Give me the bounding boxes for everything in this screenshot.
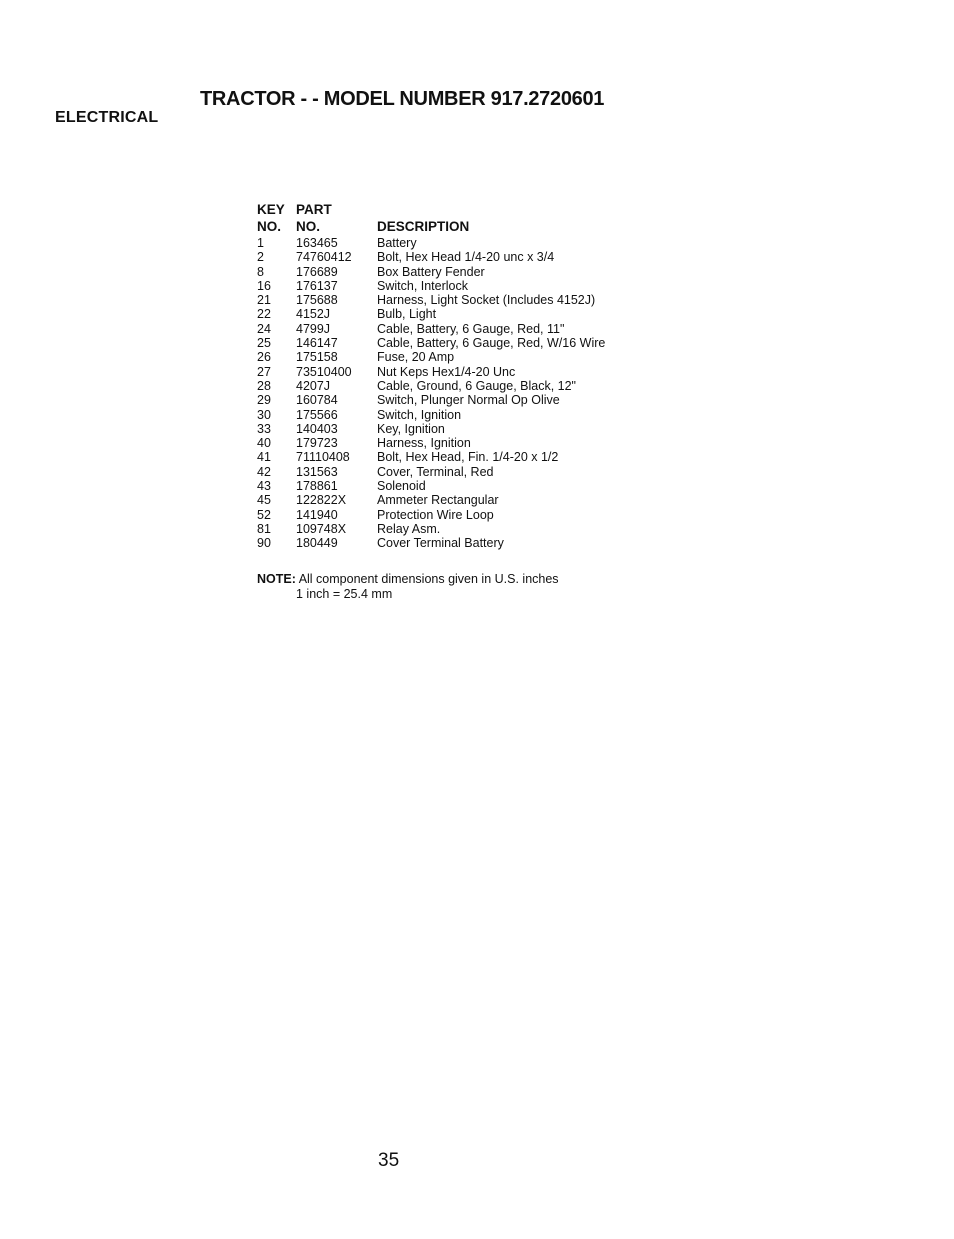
key-cell: 28 — [257, 378, 271, 393]
part-number-cell: 175688 — [296, 293, 338, 308]
key-cell: 45 — [257, 493, 271, 508]
part-number-cell: 163465 — [296, 236, 338, 250]
key-cell: 41 — [257, 450, 271, 465]
description-cell: Relay Asm. — [377, 521, 441, 536]
key-cell: 52 — [257, 507, 271, 522]
part-number-cell: 73510400 — [296, 364, 352, 379]
part-number-cell: 146147 — [296, 336, 338, 351]
part-number-cell: 122822X — [296, 493, 347, 508]
part-number-cell: 178861 — [296, 479, 338, 494]
key-cell: 81 — [257, 521, 271, 536]
description-cell: Cable, Battery, 6 Gauge, Red, W/16 Wire — [377, 336, 606, 351]
key-cell: 2 — [257, 250, 264, 265]
key-cell: 8 — [257, 264, 264, 279]
description-cell: Bolt, Hex Head 1/4-20 unc x 3/4 — [377, 250, 555, 265]
description-cell: Fuse, 20 Amp — [377, 350, 455, 365]
page-number: 35 — [378, 1150, 400, 1171]
key-cell: 1 — [257, 236, 264, 250]
part-number-cell: 180449 — [296, 536, 338, 551]
description-header: DESCRIPTION — [377, 219, 470, 234]
description-cell: Cover, Terminal, Red — [377, 464, 494, 479]
description-cell: Cover Terminal Battery — [377, 536, 504, 551]
part-header-bottom: NO. — [296, 219, 321, 234]
part-number-cell: 131563 — [296, 464, 338, 479]
key-cell: 21 — [257, 293, 271, 308]
description-cell: Bolt, Hex Head, Fin. 1/4-20 x 1/2 — [377, 450, 559, 465]
key-cell: 27 — [257, 364, 271, 379]
key-cell: 30 — [257, 407, 271, 422]
key-cell: 40 — [257, 436, 271, 451]
description-cell: Switch, Interlock — [377, 278, 469, 293]
part-number-cell: 71110408 — [296, 450, 350, 465]
part-number-cell: 109748X — [296, 521, 347, 536]
key-cell: 26 — [257, 350, 271, 365]
key-cell: 90 — [257, 536, 271, 551]
description-cell: Ammeter Rectangular — [377, 493, 499, 508]
part-header-top: PART — [296, 202, 332, 217]
description-cell: Protection Wire Loop — [377, 507, 494, 522]
section-title: ELECTRICAL — [55, 109, 159, 126]
description-cell: Cable, Battery, 6 Gauge, Red, 11" — [377, 321, 565, 336]
description-cell: Harness, Light Socket (Includes 4152J) — [377, 293, 596, 308]
description-cell: Box Battery Fender — [377, 264, 485, 279]
key-cell: 25 — [257, 336, 271, 351]
key-cell: 42 — [257, 464, 271, 479]
part-number-cell: 4152J — [296, 307, 331, 322]
description-cell: Switch, Plunger Normal Op Olive — [377, 393, 560, 408]
part-number-cell: 74760412 — [296, 250, 352, 265]
key-header-top: KEY — [257, 202, 285, 217]
part-number-cell: 175566 — [296, 407, 338, 422]
key-cell: 29 — [257, 393, 271, 408]
description-cell: Battery — [377, 236, 417, 250]
description-cell: Solenoid — [377, 479, 426, 494]
key-cell: 43 — [257, 479, 271, 494]
description-cell: Nut Keps Hex1/4-20 Unc — [377, 364, 516, 379]
part-number-cell: 176689 — [296, 264, 338, 279]
description-cell: Bulb, Light — [377, 307, 437, 322]
part-number-cell: 176137 — [296, 278, 338, 293]
note-label: NOTE: — [257, 572, 296, 586]
description-cell: Cable, Ground, 6 Gauge, Black, 12" — [377, 378, 576, 393]
part-number-cell: 140403 — [296, 421, 338, 436]
key-cell: 16 — [257, 278, 271, 293]
description-cell: Key, Ignition — [377, 421, 445, 436]
key-cell: 24 — [257, 321, 271, 336]
page-title: TRACTOR - - MODEL NUMBER 917.2720601 — [200, 88, 605, 110]
part-number-cell: 175158 — [296, 350, 338, 365]
key-cell: 33 — [257, 421, 271, 436]
description-cell: Switch, Ignition — [377, 407, 462, 422]
part-number-cell: 4799J — [296, 321, 331, 336]
key-cell: 22 — [257, 307, 271, 322]
note-line-1: All component dimensions given in U.S. inches — [298, 572, 559, 586]
part-number-cell: 141940 — [296, 507, 338, 522]
part-number-cell: 4207J — [296, 378, 331, 393]
note — [257, 572, 559, 601]
part-number-cell: 179723 — [296, 436, 338, 451]
note-line-2: 1 inch = 25.4 mm — [296, 586, 393, 601]
key-header-bottom: NO. — [257, 219, 282, 234]
description-cell: Harness, Ignition — [377, 436, 471, 451]
part-number-cell: 160784 — [296, 393, 338, 408]
